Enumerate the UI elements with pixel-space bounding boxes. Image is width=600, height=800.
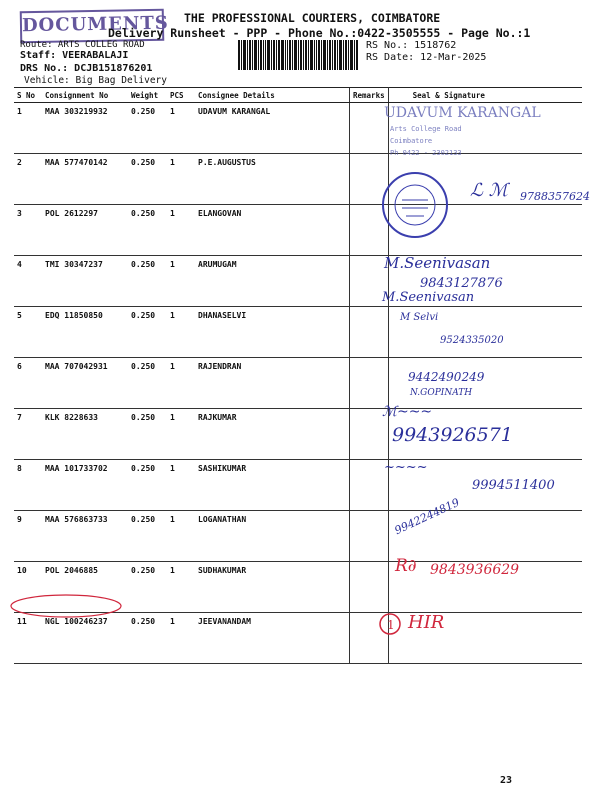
cell-consignee: ARUMUGAM <box>195 256 350 307</box>
table-row <box>14 307 582 358</box>
sig-row4-name: M.Seenivasan <box>384 254 491 272</box>
cell-sno: 10 <box>14 562 42 613</box>
staff-field: Staff: VEERABALAJI <box>20 50 129 61</box>
cell-pcs: 1 <box>167 562 195 613</box>
table-row <box>14 358 582 409</box>
cell-pcs: 1 <box>167 511 195 562</box>
col-seal: Seal & Signature <box>388 88 582 103</box>
col-consignee: Consignee Details <box>195 88 350 103</box>
cell-sno: 4 <box>14 256 42 307</box>
sig-row3-phone: 9788357624 <box>520 190 590 203</box>
cell-consignment: POL 2612297 <box>42 205 128 256</box>
cell-consignment: MAA 577470142 <box>42 154 128 205</box>
sig-row5-phone: 9524335020 <box>440 335 504 346</box>
round-seal-icon <box>380 170 450 240</box>
cell-sno: 8 <box>14 460 42 511</box>
documents-stamp: DOCUMENTS <box>20 9 165 44</box>
cell-pcs: 1 <box>167 613 195 664</box>
cell-weight: 0.250 <box>128 511 167 562</box>
page-mark: 23 <box>500 775 513 786</box>
cell-consignment: POL 2046885 <box>42 562 128 613</box>
rs-date: RS Date: 12-Mar-2025 <box>366 52 487 63</box>
runsheet-subtitle: Delivery Runsheet - PPP - Phone No.:0422-3505555 - Page No.:1 <box>108 26 531 40</box>
cell-weight: 0.250 <box>128 103 167 154</box>
col-sno: S No <box>14 88 42 103</box>
sig-row4-phone: 9843127876 <box>420 276 503 291</box>
sig-row10-phone: 9843936629 <box>430 562 520 578</box>
sig-row4-name2: M.Seenivasan <box>382 290 475 305</box>
cell-consignee: JEEVANANDAM <box>195 613 350 664</box>
cell-consignment: TMI 30347237 <box>42 256 128 307</box>
circled-number: 1 <box>387 618 395 632</box>
circled-number-icon <box>378 612 402 636</box>
cell-consignment: EDQ 11850850 <box>42 307 128 358</box>
row11-highlight-circle <box>8 592 124 620</box>
cell-sno: 3 <box>14 205 42 256</box>
cell-weight: 0.250 <box>128 409 167 460</box>
seal-line3: Coimbatore <box>390 137 433 145</box>
cell-consignee: RAJKUMAR <box>195 409 350 460</box>
cell-consignee: UDAVUM KARANGAL <box>195 103 350 154</box>
sig-row10-initials: R∂ <box>395 556 417 576</box>
col-consignment: Consignment No <box>42 88 128 103</box>
cell-weight: 0.250 <box>128 205 167 256</box>
cell-pcs: 1 <box>167 205 195 256</box>
cell-consignment: NGL 100246237 <box>42 613 128 664</box>
cell-consignee: ELANGOVAN <box>195 205 350 256</box>
cell-pcs: 1 <box>167 103 195 154</box>
cell-weight: 0.250 <box>128 307 167 358</box>
cell-consignee: P.E.AUGUSTUS <box>195 154 350 205</box>
table-row <box>14 205 582 256</box>
col-pcs: PCS <box>167 88 195 103</box>
sig-row7-phone: 9943926571 <box>392 424 513 446</box>
cell-remarks <box>350 307 389 358</box>
seal-name: UDAVUM KARANGAL <box>384 105 541 121</box>
cell-remarks <box>350 511 389 562</box>
cell-consignee: SUDHAKUMAR <box>195 562 350 613</box>
cell-sno: 11 <box>14 613 42 664</box>
col-remarks: Remarks <box>350 88 389 103</box>
cell-consignment: MAA 707042931 <box>42 358 128 409</box>
cell-weight: 0.250 <box>128 460 167 511</box>
sig-row7-scribble: ℳ~~~ <box>382 404 433 420</box>
cell-sno: 5 <box>14 307 42 358</box>
cell-consignee: RAJENDRAN <box>195 358 350 409</box>
cell-sno: 2 <box>14 154 42 205</box>
cell-remarks <box>350 562 389 613</box>
cell-pcs: 1 <box>167 460 195 511</box>
seal-phone: Ph 0422 - 2302133 <box>390 149 462 157</box>
drs-number: DRS No.: DCJB151876201 <box>20 63 153 74</box>
cell-weight: 0.250 <box>128 256 167 307</box>
company-title: THE PROFESSIONAL COURIERS, COIMBATORE <box>184 11 441 25</box>
table-row <box>14 613 582 664</box>
cell-pcs: 1 <box>167 256 195 307</box>
cell-consignee: LOGANATHAN <box>195 511 350 562</box>
cell-weight: 0.250 <box>128 154 167 205</box>
vehicle-field: Vehicle: Big Bag Delivery <box>24 75 167 86</box>
barcode <box>238 40 358 70</box>
sig-row11-note: HIR <box>408 612 445 633</box>
rs-number: RS No.: 1518762 <box>366 40 457 51</box>
sig-row9-phone: 9942244819 <box>392 495 462 538</box>
sig-row8-phone: 9994511400 <box>472 478 555 493</box>
cell-pcs: 1 <box>167 154 195 205</box>
cell-pcs: 1 <box>167 409 195 460</box>
sig-row8-scribble: ~~~~ <box>384 460 428 475</box>
cell-weight: 0.250 <box>128 358 167 409</box>
table-row <box>14 511 582 562</box>
cell-remarks <box>350 460 389 511</box>
cell-sno: 9 <box>14 511 42 562</box>
cell-consignment: MAA 303219932 <box>42 103 128 154</box>
cell-consignee: SASHIKUMAR <box>195 460 350 511</box>
cell-sno: 6 <box>14 358 42 409</box>
cell-pcs: 1 <box>167 358 195 409</box>
cell-weight: 0.250 <box>128 562 167 613</box>
cell-pcs: 1 <box>167 307 195 358</box>
cell-sno: 7 <box>14 409 42 460</box>
cell-consignment: MAA 576863733 <box>42 511 128 562</box>
seal-line2: Arts College Road <box>390 125 462 133</box>
cell-consignment: KLK 8228633 <box>42 409 128 460</box>
cell-consignee: DHANASELVI <box>195 307 350 358</box>
cell-consignment: MAA 101733702 <box>42 460 128 511</box>
sig-row6-phone: 9442490249 <box>408 370 485 384</box>
sig-row6-name: N.GOPINATH <box>410 388 473 398</box>
route-field: Route: ARTS COLLEG ROAD <box>20 40 145 50</box>
cell-weight: 0.250 <box>128 613 167 664</box>
col-weight: Weight <box>128 88 167 103</box>
cell-sno: 1 <box>14 103 42 154</box>
cell-remarks <box>350 358 389 409</box>
sig-row5-name: M Selvi <box>400 312 439 323</box>
sig-row3-scribble: ℒ ℳ <box>470 180 508 201</box>
